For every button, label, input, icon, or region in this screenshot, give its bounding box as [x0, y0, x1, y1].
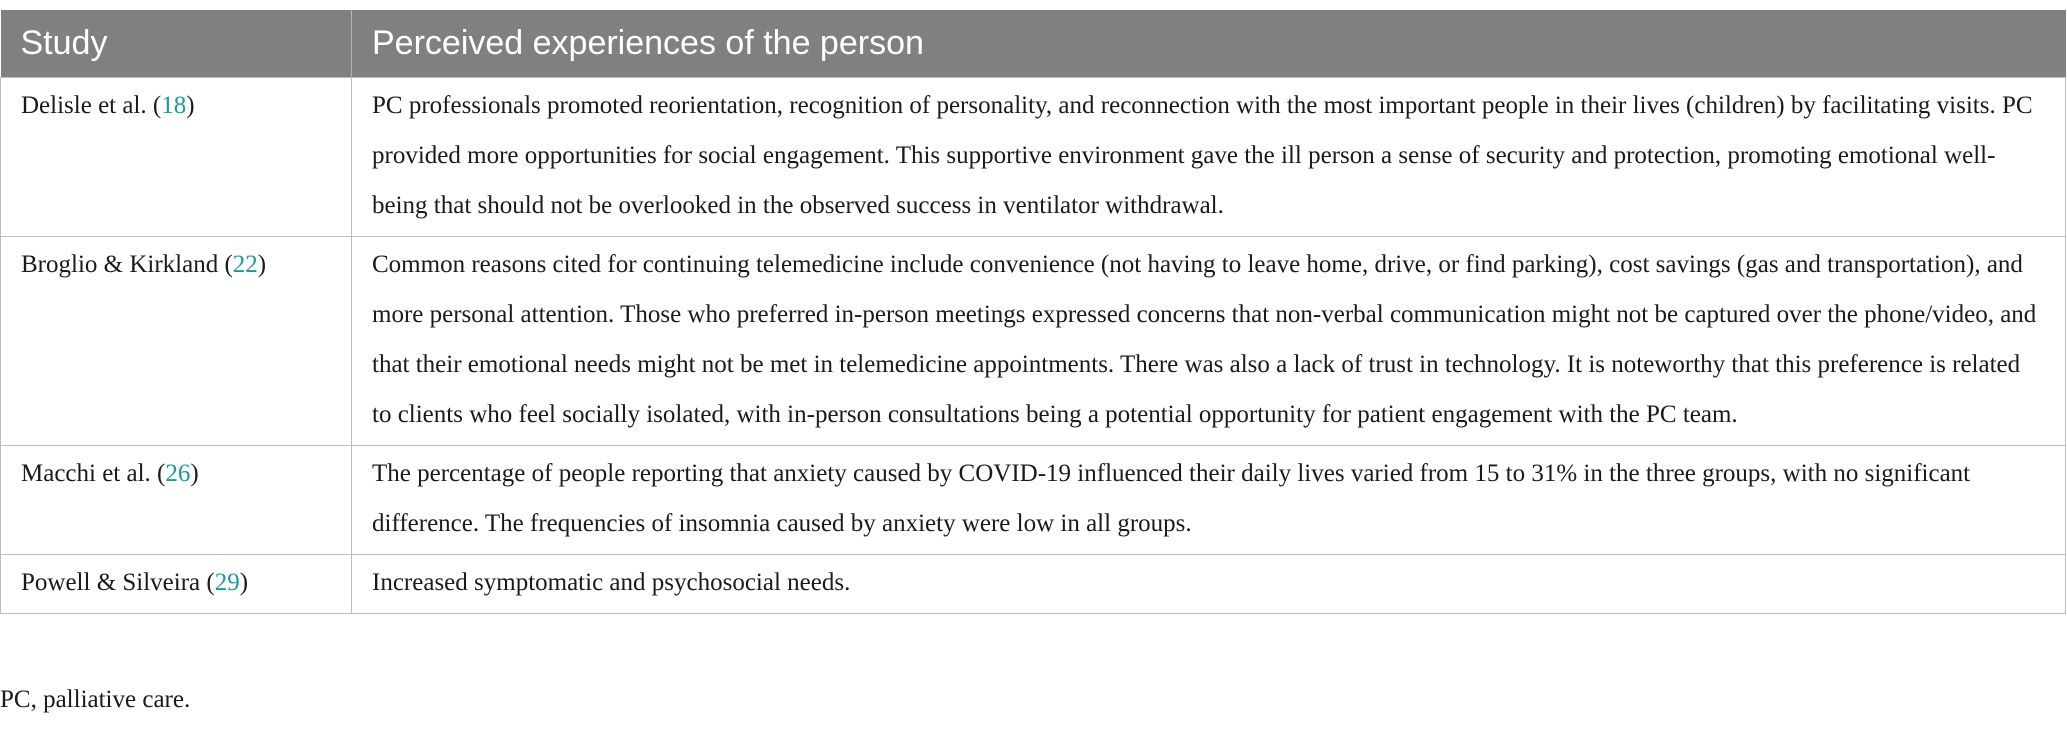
- study-name: Broglio & Kirkland (: [21, 250, 233, 278]
- reference-link[interactable]: 26: [165, 459, 191, 487]
- experience-cell: Common reasons cited for continuing telemedicine include convenience (not having to leave home, drive, or find parking), cost savings (gas and transportation), and more personal attention. Those who preferred in-person meetings expressed concerns that non-verbal communication might not be captured over the phone/video, and that their emotional needs might not be met in telemedicine appointments. There was also a lack of trust in technology. It is noteworthy that this preference is related to clients who feel socially isolated, with in-person consultations being a potential opportunity for patient engagement with the PC team.: [352, 236, 2066, 445]
- table-row: [1, 77, 2066, 236]
- reference-link[interactable]: 29: [214, 568, 240, 596]
- study-paren: ): [186, 91, 195, 119]
- reference-link[interactable]: 18: [161, 91, 187, 119]
- header-perceived-experiences: Perceived experiences of the person: [352, 10, 2066, 77]
- study-paren: ): [239, 568, 249, 596]
- study-name: Macchi et al. (: [21, 459, 166, 487]
- header-study: Study: [1, 10, 352, 77]
- study-name: Powell & Silveira (: [21, 568, 215, 596]
- reference-link[interactable]: 22: [232, 250, 258, 278]
- table-header-row: [1, 10, 2066, 77]
- study-cell: [1, 445, 352, 554]
- study-paren: ): [190, 459, 199, 487]
- study-cell: [1, 554, 352, 613]
- results-table: [0, 10, 2066, 614]
- study-cell: [1, 77, 352, 236]
- experience-cell: PC professionals promoted reorientation, recognition of personality, and reconnection with the most important people in their lives (children) by facilitating visits. PC provided more opportunities for social engagement. This supportive environment gave the ill person a sense of security and protection, promoting emotional well-being that should not be overlooked in the observed success in ventilator withdrawal.: [352, 77, 2066, 236]
- table-row: [1, 554, 2066, 613]
- results-table-container: [0, 10, 2065, 614]
- experience-cell: The percentage of people reporting that anxiety caused by COVID-19 influenced their daily lives varied from 15 to 31% in the three groups, with no significant difference. The frequencies of insomnia caused by anxiety were low in all groups.: [352, 445, 2066, 554]
- experience-cell: Increased symptomatic and psychosocial needs.: [352, 554, 2066, 613]
- study-paren: ): [257, 250, 267, 278]
- table-footnote: PC, palliative care.: [0, 686, 191, 713]
- table-row: [1, 445, 2066, 554]
- study-cell: [1, 236, 352, 445]
- study-name: Delisle et al. (: [21, 91, 162, 119]
- table-row: [1, 236, 2066, 445]
